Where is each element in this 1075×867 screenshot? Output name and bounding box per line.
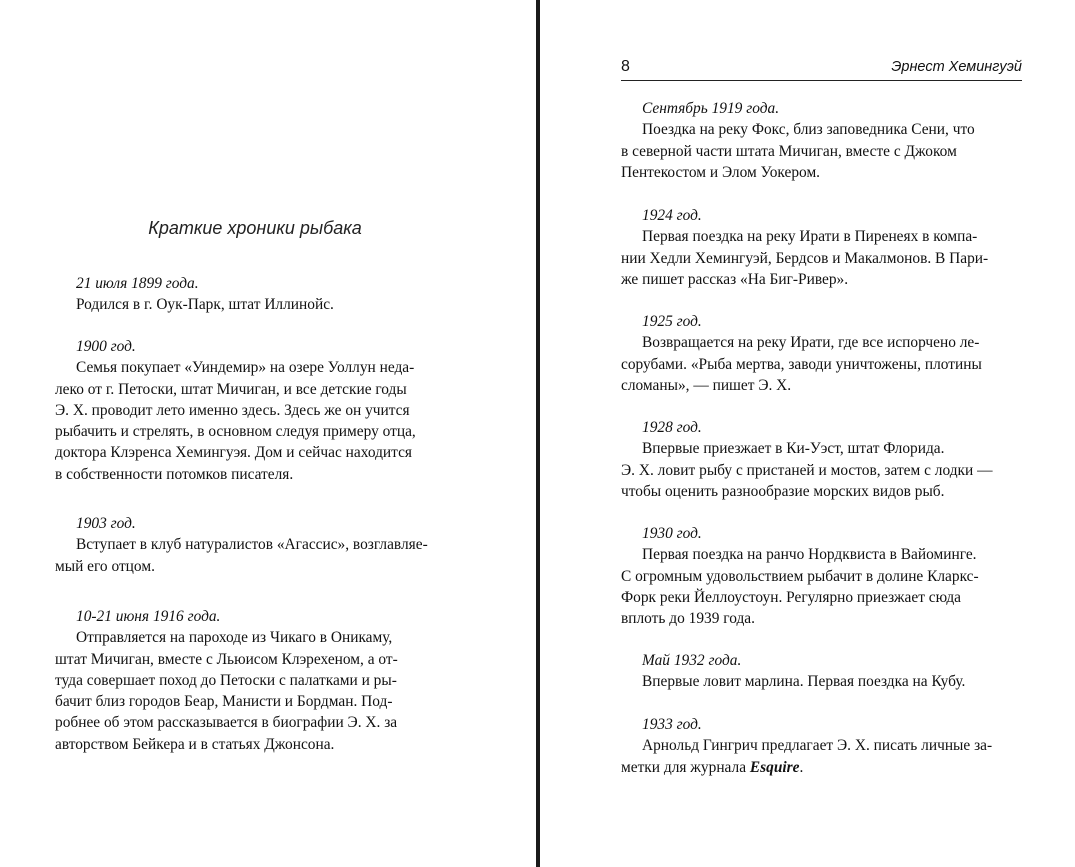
entry-line: мый его отцом. bbox=[55, 557, 155, 575]
entry-date: Май 1932 года. bbox=[642, 652, 742, 669]
entry-line: Первая поездка на реку Ирати в Пиренеях в компа- bbox=[642, 228, 978, 246]
entry-line: леко от г. Петоски, штат Мичиган, и все детские годы bbox=[55, 380, 407, 398]
entry-date: Сентябрь 1919 года. bbox=[642, 100, 780, 117]
entry-line-text: метки для журнала bbox=[621, 758, 750, 776]
chapter-title: Краткие хроники рыбака bbox=[148, 218, 362, 238]
entry-line: вплоть до 1939 года. bbox=[621, 610, 755, 628]
entry-line: Впервые приезжает в Ки-Уэст, штат Флорида. bbox=[642, 440, 945, 458]
entry-date: 21 июля 1899 года. bbox=[76, 275, 199, 292]
entry-1932 bbox=[621, 650, 1022, 693]
entry-line: нии Хедли Хемингуэй, Бердсов и Макалмонов. В Пари- bbox=[621, 249, 989, 267]
entry-line: С огромным удовольствием рыбачит в долине Кларкс- bbox=[621, 567, 979, 585]
entry-1928 bbox=[621, 417, 1022, 502]
entry-line-last bbox=[621, 757, 1022, 778]
entry-1916 bbox=[55, 606, 455, 755]
entry-line-tail: . bbox=[799, 758, 804, 776]
entry-date: 1928 год. bbox=[642, 419, 702, 436]
entry-1899 bbox=[55, 273, 455, 316]
magazine-title: Esquire bbox=[749, 758, 800, 776]
entry-line: рыбачить и стрелять, в основном следуя примеру отца, bbox=[55, 423, 416, 441]
entry-line: Э. Х. ловит рыбу с пристаней и мостов, затем с лодки — bbox=[621, 461, 993, 479]
entry-1933 bbox=[621, 714, 1022, 778]
entry-line: Семья покупает «Уиндемир» на озере Уоллун неда- bbox=[76, 359, 415, 377]
entry-line: доктора Клэренса Хемингуэя. Дом и сейчас находится bbox=[55, 444, 412, 462]
entry-line: Э. Х. проводит лето именно здесь. Здесь же он учится bbox=[55, 401, 410, 419]
running-head bbox=[621, 58, 1022, 81]
entry-line: Впервые ловит марлина. Первая поездка на Кубу. bbox=[642, 673, 966, 691]
entry-line: в собственности потомков писателя. bbox=[55, 465, 294, 483]
entry-date: 10-21 июня 1916 года. bbox=[76, 608, 221, 625]
left-page bbox=[0, 0, 536, 867]
entry-line: сорубами. «Рыба мертва, заводи уничтожены, плотины bbox=[621, 355, 982, 373]
right-page bbox=[541, 0, 1075, 867]
entry-1919 bbox=[621, 98, 1022, 183]
entry-1924 bbox=[621, 205, 1022, 290]
entry-line: Возвращается на реку Ирати, где все испорчено ле- bbox=[642, 334, 980, 352]
entry-line: туда совершает поход до Петоски с палатками и ры- bbox=[55, 671, 397, 689]
entry-line: в северной части штата Мичиган, вместе с Джоком bbox=[621, 142, 957, 160]
entry-line: же пишет рассказ «На Биг-Ривер». bbox=[621, 270, 849, 288]
entry-date: 1930 год. bbox=[642, 525, 702, 542]
entry-line: авторством Бейкера и в статьях Джонсона. bbox=[55, 735, 335, 753]
entry-1930 bbox=[621, 523, 1022, 629]
entry-line: Отправляется на пароходе из Чикаго в Оникаму, bbox=[76, 629, 393, 647]
running-head-author: Эрнест Хемингуэй bbox=[891, 59, 1022, 75]
entry-date: 1933 год. bbox=[642, 716, 702, 733]
entry-1903 bbox=[55, 513, 455, 577]
entry-line: Форк реки Йеллоустоун. Регулярно приезжает сюда bbox=[621, 588, 961, 606]
entry-line: чтобы оценить разнообразие морских видов рыб. bbox=[621, 482, 945, 500]
entry-1925 bbox=[621, 311, 1022, 396]
entry-date: 1924 год. bbox=[642, 207, 702, 224]
entry-line: Вступает в клуб натуралистов «Агассис», возглавляе- bbox=[76, 536, 428, 554]
entry-line: Первая поездка на ранчо Нордквиста в Вайоминге. bbox=[642, 546, 977, 564]
entry-line: сломаны», — пишет Э. Х. bbox=[621, 376, 792, 394]
entry-date: 1900 год. bbox=[76, 338, 136, 355]
entry-line: Пентекостом и Элом Уокером. bbox=[621, 163, 821, 181]
entry-line: штат Мичиган, вместе с Льюисом Клэрехеном, а от- bbox=[55, 650, 398, 668]
entry-date: 1903 год. bbox=[76, 515, 136, 532]
entry-line: Арнольд Гингрич предлагает Э. Х. писать личные за- bbox=[642, 737, 993, 755]
page-number: 8 bbox=[621, 58, 630, 75]
entry-line: робнее об этом рассказывается в биографии Э. Х. за bbox=[55, 714, 398, 732]
entry-line: бачит близ городов Беар, Манисти и Бордман. Под- bbox=[55, 693, 393, 711]
entry-1900 bbox=[55, 336, 455, 485]
entry-date: 1925 год. bbox=[642, 313, 702, 330]
book-spine-divider bbox=[536, 0, 540, 867]
entry-line: Поездка на реку Фокс, близ заповедника Сени, что bbox=[642, 121, 975, 139]
entry-line: Родился в г. Оук-Парк, штат Иллинойс. bbox=[76, 296, 334, 314]
